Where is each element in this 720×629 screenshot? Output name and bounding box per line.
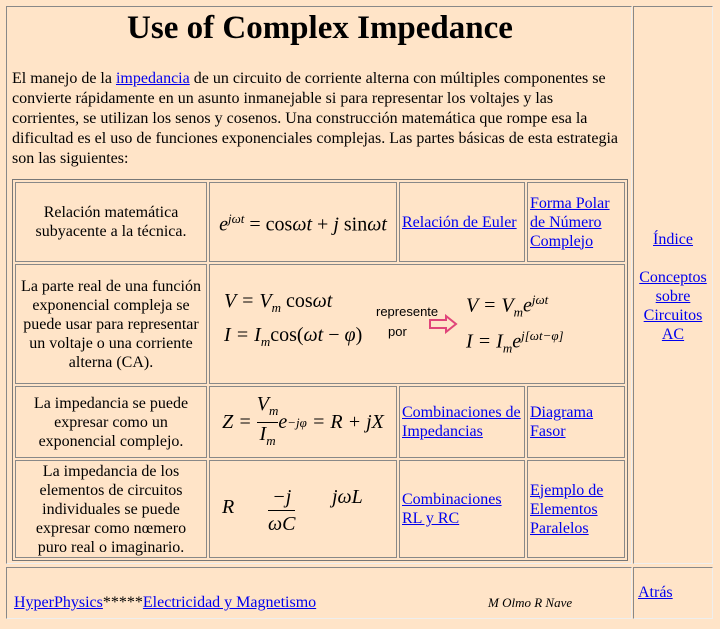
represente-label: represente	[376, 304, 439, 319]
row4-description	[15, 460, 207, 558]
polar-form-link[interactable]: Forma Polar de Número Complejo	[530, 194, 610, 250]
intro-text-start: El manejo de la	[12, 70, 116, 87]
row1-description	[15, 182, 207, 262]
row1-description-text: Relación matemática subyacente a la técnica.	[35, 204, 187, 240]
impedance-formula: Z = $V_m$ $I_m$ e −jφ = R + jX	[222, 392, 384, 448]
parallel-elements-link[interactable]: Ejemplo de Elementos Paralelos	[530, 481, 604, 537]
current-cos-formula: $I = I_m\cos(\omega t - \varphi)$	[224, 324, 363, 349]
euler-relation-link[interactable]: Relación de Euler	[402, 213, 517, 231]
row1-link1-cell	[399, 182, 525, 262]
footer-nav	[14, 594, 316, 612]
voltage-exp-formula: $V = V_me^{j\omega t}$	[466, 292, 549, 320]
row3-formula	[209, 386, 397, 458]
impedance-link[interactable]: impedancia	[115, 70, 190, 87]
ac-concepts-link[interactable]: Conceptos sobre Circuitos AC	[639, 269, 707, 343]
inductive-term: jωL	[332, 486, 363, 508]
row3-description-text: La impedancia se puede expresar como un exponencial complejo.	[33, 394, 189, 450]
row2-description-text: La parte real de una función exponencial compleja se puede usar para representar un voltaje o una corriente alterna (CA).	[21, 277, 201, 371]
row1-formula	[209, 182, 397, 262]
row3-link2-cell	[527, 386, 625, 458]
row3-description	[15, 386, 207, 458]
resistance-term: R	[222, 496, 235, 518]
current-exp-formula: $I = I_me^{j[\omega t-\varphi]}$	[466, 328, 564, 356]
row4-link2-cell	[527, 460, 625, 558]
hyperphysics-link[interactable]: HyperPhysics	[14, 594, 103, 611]
row4-link1-cell	[399, 460, 525, 558]
row2-formula	[209, 264, 625, 384]
page-title: Use of Complex Impedance	[127, 10, 513, 46]
arrow-right-icon	[428, 314, 458, 334]
row3-link1-cell	[399, 386, 525, 458]
index-link[interactable]: Índice	[653, 231, 693, 248]
sidebar-links	[633, 230, 713, 344]
rl-rc-combinations-link[interactable]: Combinaciones RL y RC	[402, 491, 502, 527]
impedance-combinations-link[interactable]: Combinaciones de Impedancias	[402, 404, 521, 440]
phasor-diagram-link[interactable]: Diagrama Fasor	[530, 404, 594, 440]
intro-paragraph	[12, 69, 622, 169]
row4-description-text: La impedancia de los elementos de circuitos individuales se puede expresar como nœmero puro real o imaginario.	[35, 462, 187, 556]
author-credit: M Olmo R Nave	[488, 595, 573, 610]
footer-stars: *****	[102, 594, 143, 611]
row4-formula	[209, 460, 397, 558]
electricity-magnetism-link[interactable]: Electricidad y Magnetismo	[142, 594, 317, 611]
por-label: por	[388, 324, 407, 339]
capacitive-term: −j ωC	[268, 486, 296, 535]
euler-formula: $e^{j\omega t} = \cos\omega t + j$ sinωt	[219, 211, 387, 236]
back-link[interactable]: Atrás	[638, 584, 673, 601]
voltage-cos-formula: $V = V_m$ cosωt	[224, 290, 333, 315]
back-nav	[638, 584, 673, 602]
row2-description	[15, 264, 207, 384]
row1-link2-cell	[527, 182, 625, 262]
intro-text-end: de un circuito de corriente alterna con múltiples componentes se convierte rápidamente en un asunto inmanejable si para representar los voltajes y las corrientes, se utilizan los senos y cosenos. Una construcción matemática que rompe esa la dificultad es el uso de funciones exponenciales complejas. Las partes básicas de esta estrategia son las siguientes:	[12, 70, 618, 167]
